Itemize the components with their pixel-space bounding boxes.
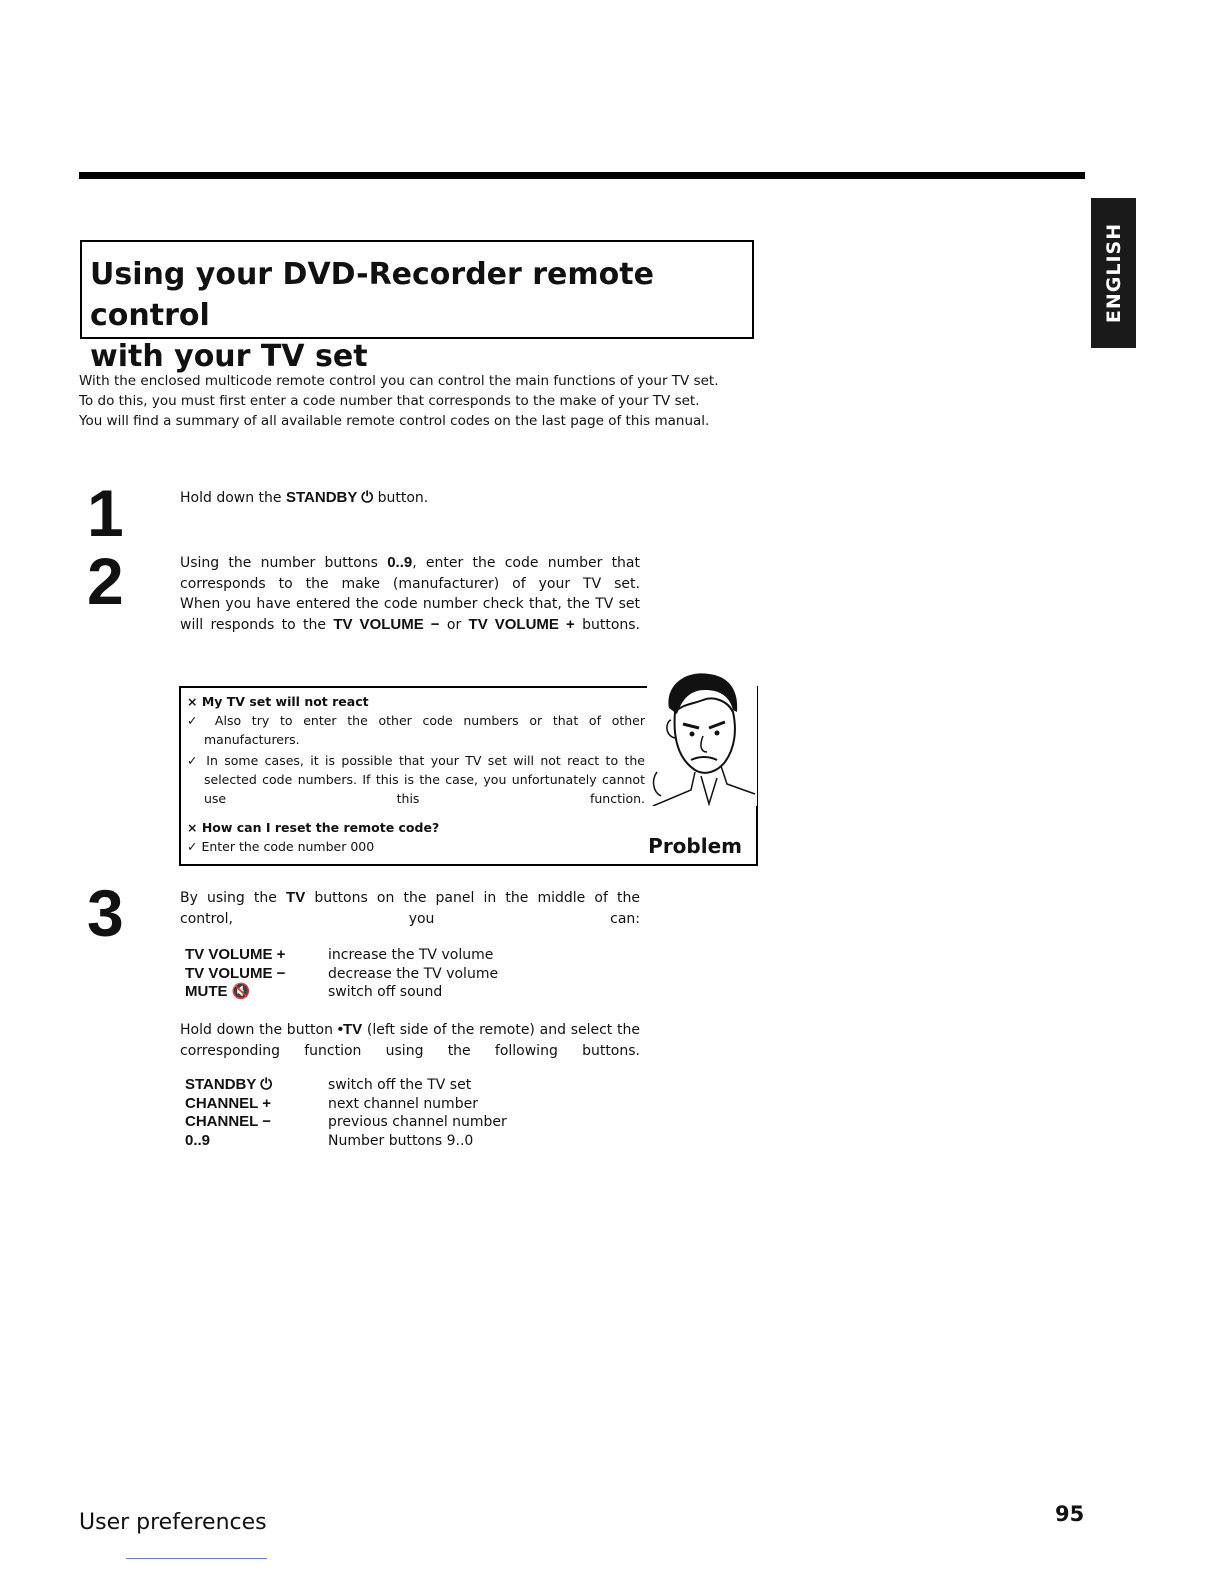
intro-line: You will find a summary of all available remote control codes on the last page of this manual. xyxy=(79,413,710,429)
problem-answer-3: ✓ Enter the code number 000 xyxy=(187,839,375,854)
table-key: MUTE 🔇 xyxy=(185,983,251,1000)
step-3-text-2 xyxy=(180,1020,640,1061)
problem-content xyxy=(187,692,645,856)
step-1-post: button. xyxy=(373,490,429,506)
problem-answer-1: ✓ Also try to enter the other code numbers or that of other manufacturers. xyxy=(187,713,645,747)
tv-volume-plus-key: TV VOLUME + xyxy=(468,615,575,633)
tv-key: TV xyxy=(286,889,306,906)
footer-section: User preferences xyxy=(79,1510,267,1535)
table-key: TV VOLUME + xyxy=(185,946,286,963)
table-desc: decrease the TV volume xyxy=(328,965,499,982)
table-key: CHANNEL − xyxy=(185,1113,271,1130)
table-row xyxy=(185,1113,507,1132)
table-row xyxy=(185,983,498,1002)
step-2-p2-pre: When you have entered the code number check that, the TV set will responds to the xyxy=(180,596,640,633)
table-row xyxy=(185,965,498,984)
step-1-text xyxy=(180,488,640,509)
step-3-p1-post: buttons on the panel in the middle of the control, you can: xyxy=(180,890,640,927)
tv-function-table xyxy=(185,1076,507,1150)
step-number-3: 3 xyxy=(87,876,124,950)
problem-question-1: × My TV set will not react xyxy=(187,694,369,709)
title-box xyxy=(80,240,754,374)
volume-table xyxy=(185,946,498,1002)
table-row xyxy=(185,1132,507,1151)
table-key: STANDBY ⏻ xyxy=(185,1076,273,1093)
table-key: 0..9 xyxy=(185,1131,211,1149)
frustrated-man-icon xyxy=(647,666,757,806)
step-3-p1-pre: By using the xyxy=(180,890,287,906)
page-title xyxy=(82,242,752,377)
problem-question-2: × How can I reset the remote code? xyxy=(187,820,440,835)
table-desc: next channel number xyxy=(328,1095,478,1112)
step-1-pre: Hold down the xyxy=(180,490,286,506)
standby-key: STANDBY ⏻ xyxy=(285,489,374,506)
language-tab xyxy=(1091,198,1136,348)
step-3-p2-pre: Hold down the button xyxy=(180,1022,338,1038)
problem-label: Problem xyxy=(648,834,742,858)
table-row xyxy=(185,1076,507,1095)
step-3-p2-post: (left side of the remote) and select the corresponding function using the following buttons. xyxy=(180,1022,640,1059)
step-2-p2-mid: or xyxy=(439,616,469,633)
step-2-text xyxy=(180,553,640,635)
step-number-2: 2 xyxy=(87,544,124,618)
table-desc: previous channel number xyxy=(328,1114,507,1130)
table-key: TV VOLUME − xyxy=(185,964,286,982)
table-desc: Number buttons 9..0 xyxy=(328,1132,474,1149)
step-2-p1-post: , enter the code number that corresponds to the make (manufacturer) of your TV set. xyxy=(180,555,640,592)
table-key: CHANNEL + xyxy=(185,1094,271,1112)
problem-box xyxy=(179,686,758,866)
table-row xyxy=(185,1095,507,1114)
tv-mode-key: •TV xyxy=(337,1021,363,1038)
intro-line: To do this, you must first enter a code number that corresponds to the make of your TV set. xyxy=(79,393,700,409)
table-row xyxy=(185,946,498,965)
intro xyxy=(79,371,779,431)
intro-line: With the enclosed multicode remote control you can control the main functions of your TV set. xyxy=(79,373,719,389)
problem-answer-2: ✓ In some cases, it is possible that your TV set will not react to the selected code numbers. If this is the case, you unfortunately cannot use this function. xyxy=(187,753,645,806)
step-number-1: 1 xyxy=(87,476,124,550)
table-desc: increase the TV volume xyxy=(328,947,494,963)
page-title-line2: with your TV set xyxy=(90,339,368,374)
step-2-p1-pre: Using the number buttons xyxy=(180,555,388,571)
tv-volume-minus-key: TV VOLUME − xyxy=(333,615,440,633)
language-tab-label: ENGLISH xyxy=(1102,222,1125,324)
page-title-line1: Using your DVD-Recorder remote control xyxy=(90,257,654,333)
page-number: 95 xyxy=(1055,1502,1085,1526)
table-desc: switch off sound xyxy=(328,984,443,1000)
number-keys: 0..9 xyxy=(387,554,413,571)
step-3-text xyxy=(180,888,640,929)
step-2-p2-post: buttons. xyxy=(574,616,641,633)
footer-underline xyxy=(126,1558,267,1559)
top-rule xyxy=(79,172,1085,179)
table-desc: switch off the TV set xyxy=(328,1077,472,1093)
